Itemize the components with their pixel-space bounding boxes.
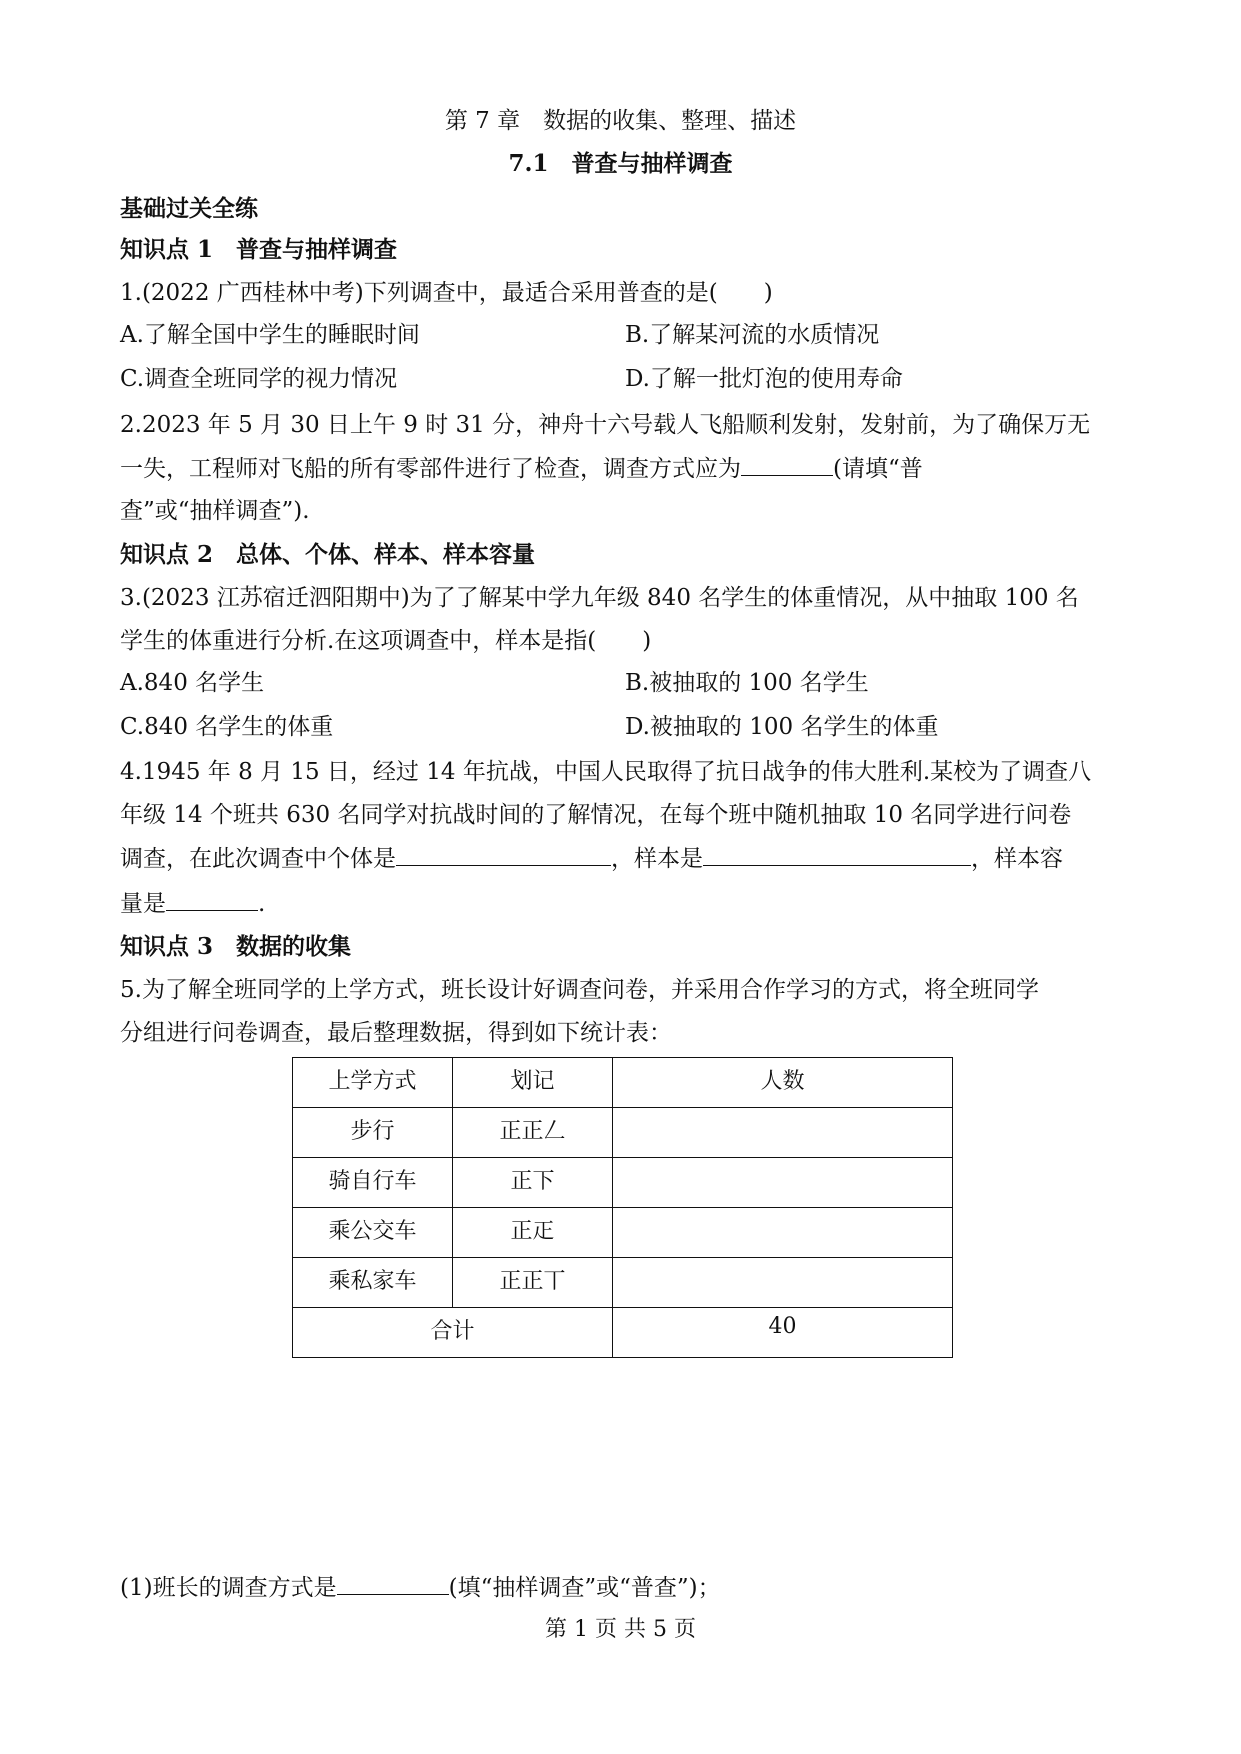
total-label: 合计: [293, 1308, 613, 1358]
section-title: 7.1 普查与抽样调查: [508, 150, 733, 177]
cell-count[interactable]: [613, 1258, 953, 1308]
q3-option-d: D.被抽取的 100 名学生的体重: [625, 714, 939, 740]
q4-line-3-tail: ，样本容: [971, 846, 1063, 872]
knowledge-point-1: 知识点 1 普查与抽样调查: [120, 236, 398, 263]
q2-line-2-text: 一失，工程师对飞船的所有零部件进行了检查，调查方式应为: [120, 456, 741, 482]
q3-line-2: 学生的体重进行分析.在这项调查中，样本是指( ): [120, 628, 652, 654]
header-mode: 上学方式: [293, 1058, 453, 1108]
header-count: 人数: [613, 1058, 953, 1108]
q4-line-1: 4.1945 年 8 月 15 日，经过 14 年抗战，中国人民取得了抗日战争的伟大胜利.某校为了调查八: [120, 759, 1092, 785]
q5-line-2: 分组进行问卷调查，最后整理数据，得到如下统计表：: [120, 1020, 672, 1046]
total-value: 40: [613, 1308, 953, 1358]
table-header-row: [293, 1058, 953, 1108]
q5-sub-1-text: (1)班长的调查方式是: [120, 1575, 337, 1601]
knowledge-point-2: 知识点 2 总体、个体、样本、样本容量: [120, 541, 536, 568]
table-row: [293, 1158, 953, 1208]
q4-line-4-text: 量是: [120, 891, 166, 917]
q1-option-d: D.了解一批灯泡的使用寿命: [625, 366, 903, 392]
q4-line-3-mid: ，样本是: [611, 846, 703, 872]
table-row: [293, 1258, 953, 1308]
cell-count[interactable]: [613, 1208, 953, 1258]
q5-sub-1-tail: (填“抽样调查”或“普查”)；: [448, 1575, 721, 1601]
table-total-row: [293, 1308, 953, 1358]
answer-blank[interactable]: [396, 843, 611, 866]
chapter-title: 第 7 章 数据的收集、整理、描述: [444, 108, 797, 134]
q2-line-1: 2.2023 年 5 月 30 日上午 9 时 31 分，神舟十六号载人飞船顺利发射，发射前，为了确保万无: [120, 412, 1091, 438]
cell-mode: 乘私家车: [293, 1258, 453, 1308]
q4-line-3-text: 调查，在此次调查中个体是: [120, 846, 396, 872]
answer-blank[interactable]: [337, 1572, 449, 1595]
knowledge-point-3: 知识点 3 数据的收集: [120, 933, 352, 960]
cell-tally: 正𤴓: [453, 1208, 613, 1258]
cell-mode: 骑自行车: [293, 1158, 453, 1208]
q3-option-c: C.840 名学生的体重: [120, 714, 334, 740]
answer-blank[interactable]: [703, 843, 971, 866]
q3-option-b: B.被抽取的 100 名学生: [625, 670, 869, 696]
q2-line-2-tail: (请填“普: [833, 456, 923, 482]
q1-option-b: B.了解某河流的水质情况: [625, 322, 880, 348]
answer-blank[interactable]: [166, 888, 258, 911]
header-tally: 划记: [453, 1058, 613, 1108]
q2-line-2: [120, 453, 923, 484]
q2-line-3: 查”或“抽样调查”).: [120, 498, 310, 524]
q4-line-4: [120, 888, 265, 919]
cell-tally: 正下: [453, 1158, 613, 1208]
cell-count[interactable]: [613, 1108, 953, 1158]
cell-count[interactable]: [613, 1158, 953, 1208]
q4-line-2: 年级 14 个班共 630 名同学对抗战时间的了解情况，在每个班中随机抽取 10 名同学进行问卷: [120, 802, 1072, 828]
practice-heading: 基础过关全练: [120, 195, 258, 222]
q3-line-1: 3.(2023 江苏宿迁泗阳期中)为了了解某中学九年级 840 名学生的体重情况，从中抽取 100 名: [120, 585, 1079, 611]
tally-table: [292, 1057, 953, 1358]
cell-tally: 正正丅: [453, 1258, 613, 1308]
cell-tally: 正正𠃋: [453, 1108, 613, 1158]
q1-stem: 1.(2022 广西桂林中考)下列调查中，最适合采用普查的是( ): [120, 280, 773, 306]
table-row: [293, 1108, 953, 1158]
cell-mode: 乘公交车: [293, 1208, 453, 1258]
table-row: [293, 1208, 953, 1258]
q4-line-4-tail: .: [258, 891, 266, 917]
q1-option-c: C.调查全班同学的视力情况: [120, 366, 398, 392]
cell-mode: 步行: [293, 1108, 453, 1158]
answer-blank[interactable]: [741, 453, 833, 476]
q5-sub-1: [120, 1572, 721, 1603]
q3-option-a: A.840 名学生: [120, 670, 265, 696]
q1-option-a: A.了解全国中学生的睡眠时间: [120, 322, 420, 348]
q4-line-3: [120, 843, 1063, 874]
q5-line-1: 5.为了解全班同学的上学方式，班长设计好调查问卷，并采用合作学习的方式，将全班同学: [120, 977, 1039, 1003]
page-footer: 第 1 页 共 5 页: [545, 1617, 696, 1642]
